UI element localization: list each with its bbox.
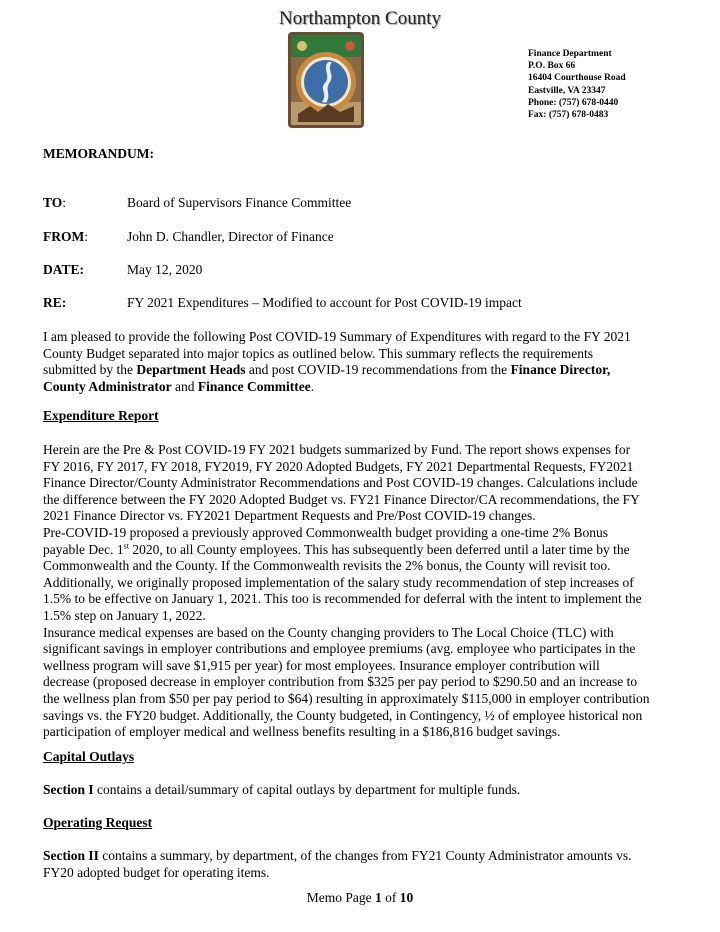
expenditure-line: significant savings in employer contributions and employee premiums (avg. employee who participates in the — [43, 641, 636, 657]
org-title: Northampton County — [278, 8, 442, 29]
expenditure-line: Herein are the Pre & Post COVID-19 FY 2021 budgets summarized by Fund. The report shows expenses for — [43, 442, 631, 457]
expenditure-line: Commonwealth and the County. If the Commonwealth revisits the 2% bonus, the County will revisit too. — [43, 558, 611, 574]
address-line: Fax: (757) 678-0483 — [528, 110, 609, 121]
expenditure-line: savings vs. the FY20 budget. Additionally, the County budgeted, in Contingency, ½ of employee historical non — [43, 707, 643, 723]
intro-line: submitted by the Department Heads and post COVID-19 recommendations from the Finance Director, — [43, 362, 611, 378]
capital-paragraph: Section I contains a detail/summary of capital outlays by department for multiple funds. — [43, 782, 521, 797]
operating-paragraph: Section II contains a summary, by department, of the changes from FY21 County Administrator amounts vs. FY20 adopted budget for operating items. — [43, 848, 632, 880]
expenditure-line: payable Dec. 1st 2020, to all County employees. This has subsequently been deferred until a later time by the — [43, 541, 630, 557]
intro-line: I am pleased to provide the following Post COVID-19 Summary of Expenditures with regard to the FY 2021 — [43, 329, 631, 344]
expenditure-line: the difference between the FY 2020 Adopted Budget vs. FY21 Finance Director/CA recommendations, the FY — [43, 491, 640, 507]
expenditure-line: the wellness plan from $50 per pay period to $64) resulting in approximately $115,000 in employer contribution — [43, 690, 650, 706]
date-label: DATE: — [43, 262, 85, 277]
page-footer: Memo Page 1 of 10 — [306, 890, 414, 905]
county-seal-icon — [288, 32, 364, 128]
address-line: 16404 Courthouse Road — [528, 73, 626, 84]
address-line: Finance Department — [528, 49, 612, 59]
re-value: FY 2021 Expenditures – Modified to account for Post COVID-19 impact — [127, 295, 522, 310]
re-label: RE: — [43, 295, 67, 310]
operating-request-heading: Operating Request — [43, 815, 153, 830]
address-line: Eastville, VA 23347 — [528, 85, 606, 96]
expenditure-line: 1.5% to be effective on January 1, 2021. This too is recommended for deferral with the intent to implement the — [43, 591, 642, 607]
capital-outlays-heading: Capital Outlays — [43, 749, 135, 764]
address-line: P.O. Box 66 — [528, 61, 576, 72]
date-value: May 12, 2020 — [127, 262, 203, 277]
expenditure-report-heading: Expenditure Report — [43, 408, 159, 423]
page-number: 1 — [375, 890, 382, 905]
page-total: 10 — [399, 890, 414, 905]
expenditure-line: Additionally, we originally proposed implementation of the salary study recommendation of step increases of — [43, 574, 634, 590]
address-line: Phone: (757) 678-0440 — [528, 97, 619, 108]
from-value: John D. Chandler, Director of Finance — [127, 229, 334, 244]
expenditure-line: wellness program will save $1,915 per year) for most employees. Insurance employer contribution will — [43, 657, 600, 673]
expenditure-line: Insurance medical expenses are based on the County changing providers to The Local Choice (TLC) with — [43, 624, 614, 640]
intro-line: County Administrator and Finance Committee. — [43, 378, 315, 394]
expenditure-line: decrease (proposed decrease in employer contribution from $325 per pay period to $290.50 and an increase to — [43, 674, 638, 690]
expenditure-paragraph — [43, 442, 683, 741]
expenditure-line: participation of employer medical and wellness benefits resulting in a $186,816 budget savings. — [43, 724, 561, 740]
intro-line: County Budget separated into major topics as outlined below. This summary reflects the requirements — [43, 345, 593, 361]
from-label: FROM: — [43, 229, 89, 244]
expenditure-line: 2021 Finance Director vs. FY2021 Department Requests and Pre/Post COVID-19 changes. — [43, 508, 536, 524]
expenditure-line: FY 2016, FY 2017, FY 2018, FY2019, FY 2020 Adopted Budgets, FY 2021 Departmental Requests, FY2021 — [43, 458, 634, 474]
expenditure-line: Finance Director/County Administrator Recommendations and Post COVID-19 changes. Calculations include — [43, 475, 638, 491]
memo-heading: MEMORANDUM: — [43, 146, 154, 161]
department-address — [528, 48, 626, 121]
intro-paragraph — [43, 329, 683, 395]
to-label: TO: — [43, 195, 67, 210]
expenditure-line: 1.5% step on January 1, 2022. — [43, 607, 206, 623]
expenditure-line: Pre-COVID-19 proposed a previously approved Commonwealth budget providing a one-time 2% Bonus — [43, 524, 609, 540]
to-value: Board of Supervisors Finance Committee — [127, 195, 352, 210]
